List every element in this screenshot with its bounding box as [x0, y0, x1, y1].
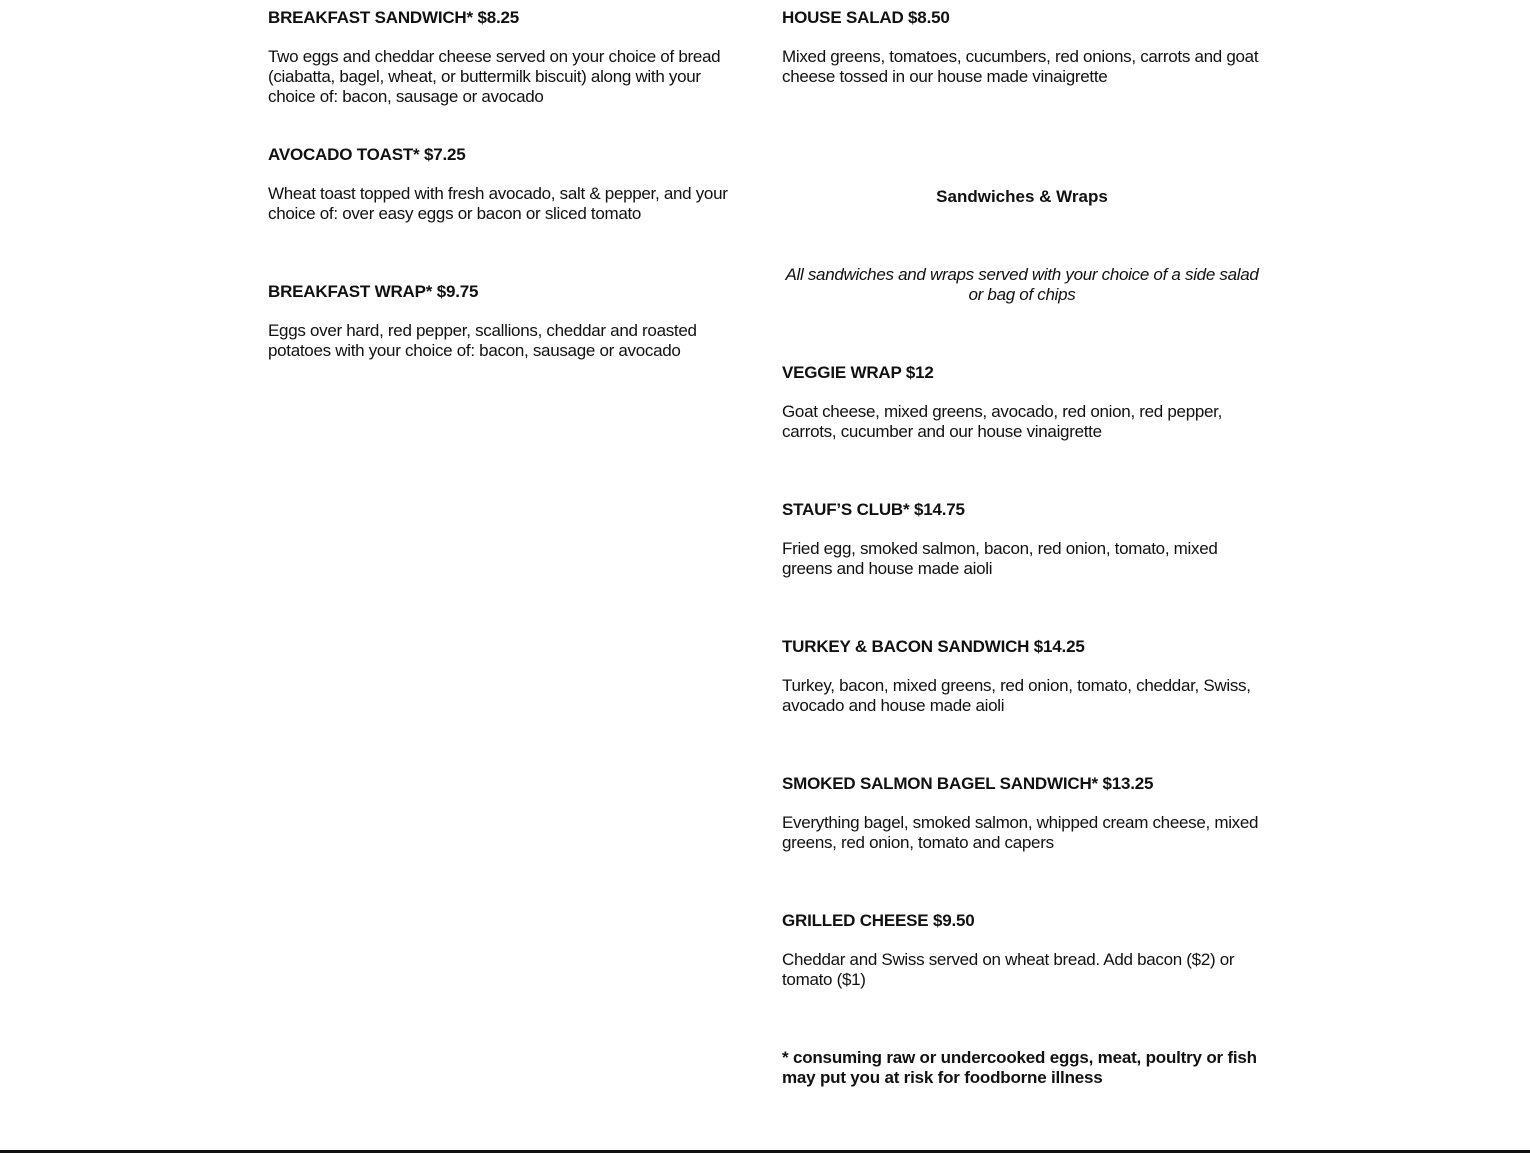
menu-item-description: Eggs over hard, red pepper, scallions, cheddar and roasted potatoes with your choice of: bacon, sausage or avocado — [268, 321, 697, 360]
section-note: All sandwiches and wraps served with your choice of a side salad or bag of chips — [785, 265, 1259, 304]
menu-item-breakfast-wrap — [268, 282, 738, 419]
section-heading-block — [782, 187, 1262, 265]
menu-item-description: Wheat toast topped with fresh avocado, salt & pepper, and your choice of: over easy eggs or bacon or sliced tomato — [268, 184, 728, 223]
right-menu-column — [782, 8, 1262, 1088]
menu-item-description: Everything bagel, smoked salmon, whipped cream cheese, mixed greens, red onion, tomato and capers — [782, 813, 1259, 852]
menu-item-veggie-wrap — [782, 363, 1262, 500]
menu-item-title: TURKEY & BACON SANDWICH $14.25 — [782, 637, 1085, 656]
menu-item-avocado-toast — [268, 145, 738, 282]
menu-item-house-salad — [782, 8, 1262, 187]
section-note-block — [782, 265, 1262, 363]
menu-item-description: Two eggs and cheddar cheese served on your choice of bread (ciabatta, bagel, wheat, or buttermilk biscuit) along with your choice of: bacon, sausage or avocado — [268, 47, 721, 106]
menu-item-title: SMOKED SALMON BAGEL SANDWICH* $13.25 — [782, 774, 1154, 793]
section-heading: Sandwiches & Wraps — [936, 187, 1108, 206]
menu-item-title: BREAKFAST SANDWICH* $8.25 — [268, 8, 519, 27]
menu-item-turkey-bacon-sandwich — [782, 637, 1262, 774]
menu-item-title: AVOCADO TOAST* $7.25 — [268, 145, 466, 164]
menu-item-description: Fried egg, smoked salmon, bacon, red onion, tomato, mixed greens and house made aioli — [782, 539, 1218, 578]
left-menu-column — [268, 8, 738, 419]
menu-item-title: HOUSE SALAD $8.50 — [782, 8, 950, 27]
menu-item-title: VEGGIE WRAP $12 — [782, 363, 934, 382]
foodborne-illness-disclaimer: * consuming raw or undercooked eggs, meat, poultry or fish may put you at risk for foodborne illness — [782, 1048, 1257, 1087]
menu-item-title: STAUF’S CLUB* $14.75 — [782, 500, 965, 519]
menu-item-smoked-salmon-bagel — [782, 774, 1262, 911]
menu-item-title: GRILLED CHEESE $9.50 — [782, 911, 975, 930]
menu-item-grilled-cheese — [782, 911, 1262, 1048]
menu-item-description: Goat cheese, mixed greens, avocado, red onion, red pepper, carrots, cucumber and our house vinaigrette — [782, 402, 1223, 441]
disclaimer-block — [782, 1048, 1262, 1088]
menu-item-description: Mixed greens, tomatoes, cucumbers, red onions, carrots and goat cheese tossed in our house made vinaigrette — [782, 47, 1259, 86]
menu-item-description: Turkey, bacon, mixed greens, red onion, tomato, cheddar, Swiss, avocado and house made aioli — [782, 676, 1251, 715]
menu-item-title: BREAKFAST WRAP* $9.75 — [268, 282, 479, 301]
menu-item-description: Cheddar and Swiss served on wheat bread. Add bacon ($2) or tomato ($1) — [782, 950, 1235, 989]
menu-item-staufs-club — [782, 500, 1262, 637]
menu-item-breakfast-sandwich — [268, 8, 738, 145]
